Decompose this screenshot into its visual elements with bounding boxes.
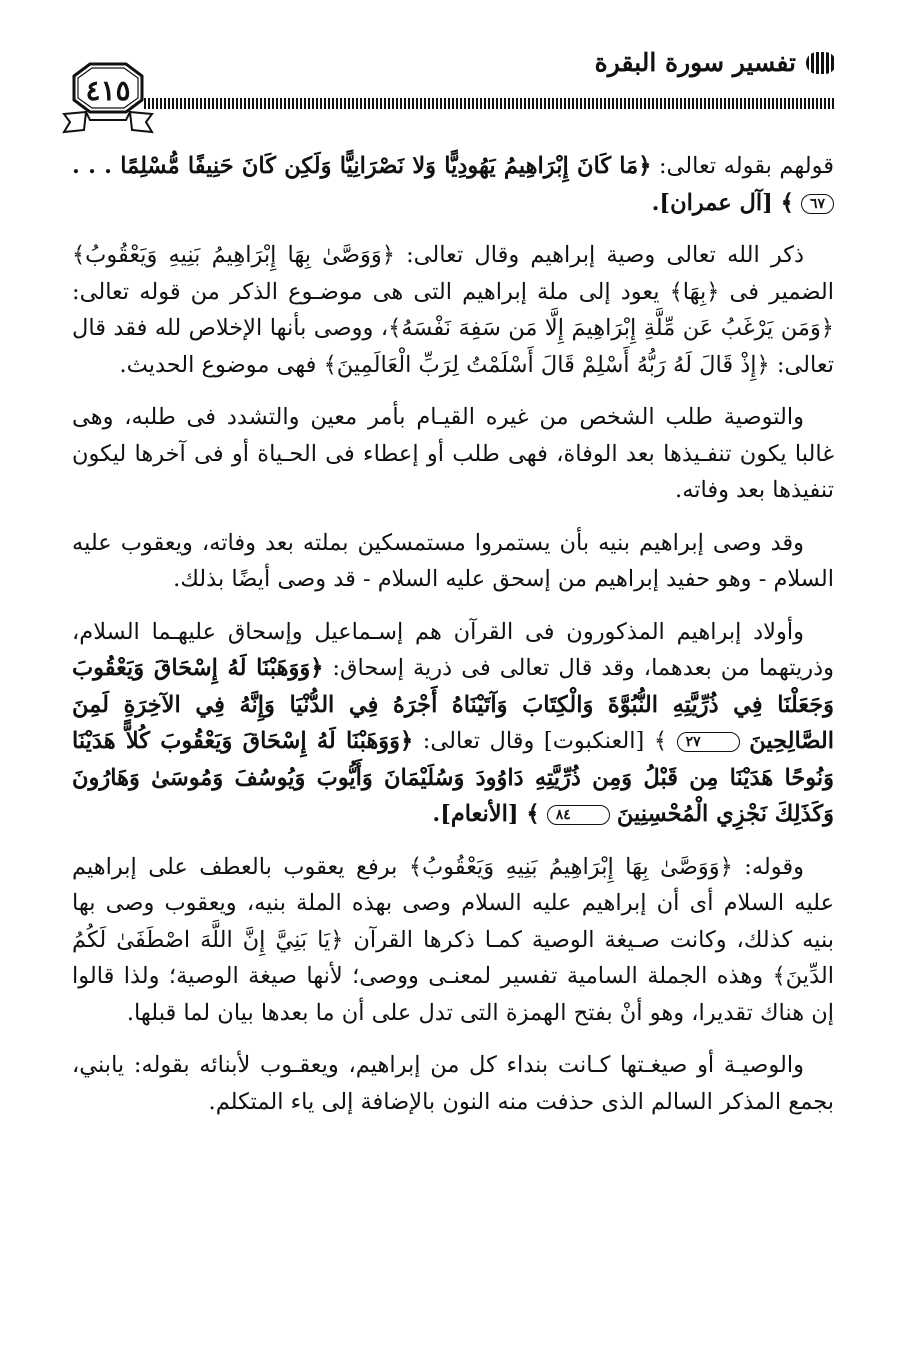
page-number: ٤١٥	[85, 74, 131, 107]
page-number-badge	[60, 60, 156, 136]
quran-quote: ﴿مَا كَانَ إِبْرَاهِيمُ يَهُودِيًّا وَلا نَصْرَانِيًّا وَلَكِن كَانَ حَنِيفًا مُّسْلِمًا . . .	[72, 153, 652, 179]
header-rule	[144, 98, 836, 109]
running-title	[595, 48, 836, 77]
paragraph-7: والوصيـة أو صيغـتها كـانت بنداء كل من إبراهيم، ويعقـوب لأبنائه بقوله: يابني، بجمع المذكر السالم الذى حذفت منه النون بالإضافة إلى ياء المتكلم.	[72, 1052, 834, 1115]
ornament-icon	[806, 52, 836, 74]
quran-quote: ﴿وَوَهَبْنَا لَهُ إِسْحَاقَ وَيَعْقُوبَ وَجَعَلْنَا فِي ذُرِّيَّتِهِ النُّبُوَّةَ وَالْكِتَابَ وَآتَيْنَاهُ أَجْرَهُ فِي الدُّنْيَا وَإِنَّهُ فِي الآخِرَةِ لَمِنَ الصَّالِحِينَ	[72, 655, 835, 754]
paragraph-3: والتوصية طلب الشخص من غيره القيـام بأمر معين والتشدد فى طلبه، وهى غالبا يكون تنفـيذها بعد الوفاة، فهى طلب أو إعطاء فى الحـياة أو فى آخرها ليكون تنفيذها بعد وفاته.	[72, 404, 834, 503]
quran-quote: ﴿وَوَهَبْنَا لَهُ إِسْحَاقَ وَيَعْقُوبَ كُلاًّ هَدَيْنَا وَنُوحًا هَدَيْنَا مِن قَبْلُ وَمِن ذُرِّيَّتِهِ دَاوُودَ وَسُلَيْمَانَ وَأَيُّوبَ وَيُوسُفَ وَمُوسَىٰ وَهَارُونَ وَكَذَلِكَ نَجْزِي الْمُحْسِنِينَ	[72, 728, 834, 827]
paragraph-text: وأولاد إبراهيم المذكورون فى القرآن هم إسـماعيل وإسحاق عليهـما السلام، وذريتهما من بعدهما، وقد قال تعالى فى ذرية إسحاق:	[72, 618, 835, 681]
paragraph-5	[72, 614, 834, 833]
surah-reference: ﴾ [آل عمران].	[651, 189, 794, 216]
paragraph-2: ذكر الله تعالى وصية إبراهيم وقال تعالى: ﴿وَوَصَّىٰ بِهَا إِبْرَاهِيمُ بَنِيهِ وَيَعْقُوبُ﴾ الضمير فى ﴿بِهَا﴾ يعود إلى ملة إبراهيم التى هى موضـوع الذكر من قوله تعالى: ﴿وَمَن يَرْغَبُ عَن مِّلَّةِ إِبْرَاهِيمَ إِلَّا مَن سَفِهَ نَفْسَهُ﴾، ووصى بأنها الإخلاص لله فقد قال تعالى: ﴿إِذْ قَالَ لَهُ رَبُّهُ أَسْلِمْ قَالَ أَسْلَمْتُ لِرَبِّ الْعَالَمِينَ﴾ فهى موضوع الحديث.	[72, 242, 834, 378]
ayah-number: ٨٤	[547, 805, 610, 825]
paragraph-1	[72, 148, 834, 221]
running-title-text: تفسير سورة البقرة	[594, 48, 796, 77]
surah-reference: ﴾ [الأنعام].	[432, 801, 540, 827]
ayah-number: ٢٧	[677, 732, 740, 752]
page-header	[60, 40, 836, 140]
paragraph-6: وقوله: ﴿وَوَصَّىٰ بِهَا إِبْرَاهِيمُ بَنِيهِ وَيَعْقُوبُ﴾ برفع يعقوب بالعطف على إبراهيم عليه السلام أى أن إبراهيم عليه السلام وصى بهذه الملة بنيه، ويعقوب وصى بها بنيه كذلك، وكانت صـيغة الوصية كمـا ذكرها القرآن ﴿يَا بَنِيَّ إِنَّ اللَّهَ اصْطَفَىٰ لَكُمُ الدِّينَ﴾ وهذه الجملة السامية تفسير لمعنـى ووصى؛ لأنها صيغة الوصية؛ ولذا قالوا إن هناك تقديرا، وهو أنْ بفتح الهمزة التى تدل على أن ما بعدها بيان لما قبلها.	[72, 853, 834, 1026]
paragraph-text: قولهم بقوله تعالى:	[651, 153, 835, 179]
ayah-number: ٦٧	[801, 194, 834, 214]
page-body	[72, 148, 834, 1136]
paragraph-text: ﴾ [العنكبوت] وقال تعالى:	[413, 728, 668, 754]
paragraph-4: وقد وصى إبراهيم بنيه بأن يستمروا مستمسكين بملته بعد وفاته، ويعقوب عليه السلام - وهو حفيد إبراهيم من إسحق عليه السلام - قد وصى أيضًا بذلك.	[72, 529, 834, 592]
